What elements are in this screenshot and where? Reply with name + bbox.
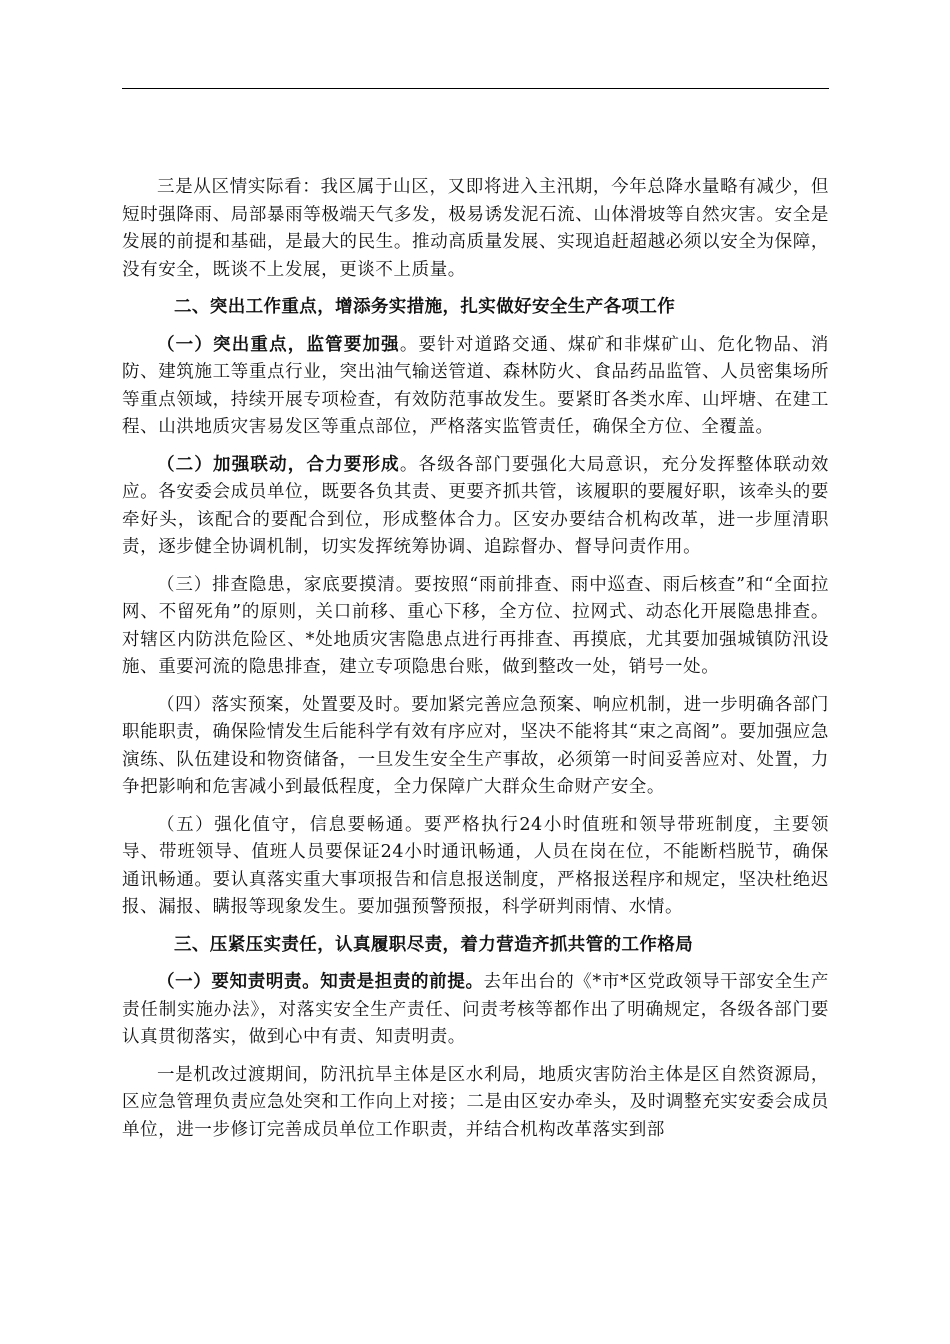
document-body <box>122 174 829 1144</box>
section-heading-3: 三、压紧压实责任，认真履职尽责，着力营造齐抓共管的工作格局 <box>174 934 694 955</box>
subheading-2: （二）加强联动，合力要形成 <box>157 454 400 475</box>
paragraph-transition-period: 一是机改过渡期间，防汛抗旱主体是区水利局，地质灾害防治主体是区自然资源局，区应急管理负责应急处突和工作向上对接；二是由区安办牵头，及时调整充实安委会成员单位，进一步修订完善成员单位工作职责，并结合机构改革落实到部 <box>122 1064 829 1140</box>
section-heading-2: 二、突出工作重点，增添务实措施，扎实做好安全生产各项工作 <box>174 297 676 317</box>
paragraph-text: 。要针对道路交通、煤矿和非煤矿山、危化物品、消防、建筑施工等重点行业，突出油气输送管道、森林防火、食品药品监管、人员密集场所等重点领域，持续开展专项检查，有效防范事故发生。要紧盯各类水库、山坪塘、在建工程、山洪地质灾害易发区等重点部位，严格落实监管责任，确保全方位、全覆盖。 <box>122 334 829 437</box>
subheading-1: （一）突出重点，监管要加强 <box>157 334 400 355</box>
paragraph-text: 。各级各部门要强化大局意识，充分发挥整体联动效应。各安委会成员单位，既要各负其责、更要齐抓共管，该履职的要履好职，该牵头的要牵好头，该配合的要配合到位，形成整体合力。区安办要结合机构改革，进一步厘清职责，逐步健全协调机制，切实发挥统筹协调、追踪督办、督导问责作用。 <box>122 454 829 557</box>
paragraph-contingency-plans: （四）落实预案，处置要及时。要加紧完善应急预案、响应机制，进一步明确各部门职能职责，确保险情发生后能科学有效有序应对，坚决不能将其“束之高阁”。要加强应急演练、队伍建设和物资储备，一旦发生安全生产事故，必须第一时间妥善应对、处置，力争把影响和危害减小到最低程度，全力保障广大群众生命财产安全。 <box>122 694 829 797</box>
paragraph-joint-linkage <box>122 452 829 562</box>
header-rule <box>122 88 829 89</box>
paragraph-district-situation: 三是从区情实际看：我区属于山区，又即将进入主汛期，今年总降水量略有减少，但短时强降雨、局部暴雨等极端天气多发，极易诱发泥石流、山体滑坡等自然灾害。安全是发展的前提和基础，是最大的民生。推动高质量发展、实现追赶超越必须以安全为保障，没有安全，既谈不上发展，更谈不上质量。 <box>122 177 829 280</box>
paragraph-text: 去年出台的《*市*区党政领导干部安全生产责任制实施办法》，对落实安全生产责任、问责考核等都作出了明确规定，各级各部门要认真贯彻落实，做到心中有责、知责明责。 <box>122 972 829 1047</box>
paragraph-duty-info: （五）强化值守，信息要畅通。要严格执行24小时值班和领导带班制度，主要领导、带班领导、值班人员要保证24小时通讯畅通，人员在岗在位，不能断档脱节，确保通讯畅通。要认真落实重大事项报告和信息报送制度，严格报送程序和规定，坚决杜绝迟报、漏报、瞒报等现象发生。要加强预警预报，科学研判雨情、水情。 <box>122 814 829 917</box>
paragraph-key-supervision <box>122 332 829 442</box>
paragraph-know-responsibility <box>122 969 829 1052</box>
subheading-3: （一）要知责明责。知责是担责的前提。 <box>157 972 484 992</box>
paragraph-hazard-check: （三）排查隐患，家底要摸清。要按照“雨前排查、雨中巡查、雨后核查”和“全面拉网、不留死角”的原则，关口前移、重心下移，全方位、拉网式、动态化开展隐患排查。对辖区内防洪危险区、*处地质灾害隐患点进行再排查、再摸底，尤其要加强城镇防汛设施、重要河流的隐患排查，建立专项隐患台账，做到整改一处，销号一处。 <box>122 574 829 677</box>
